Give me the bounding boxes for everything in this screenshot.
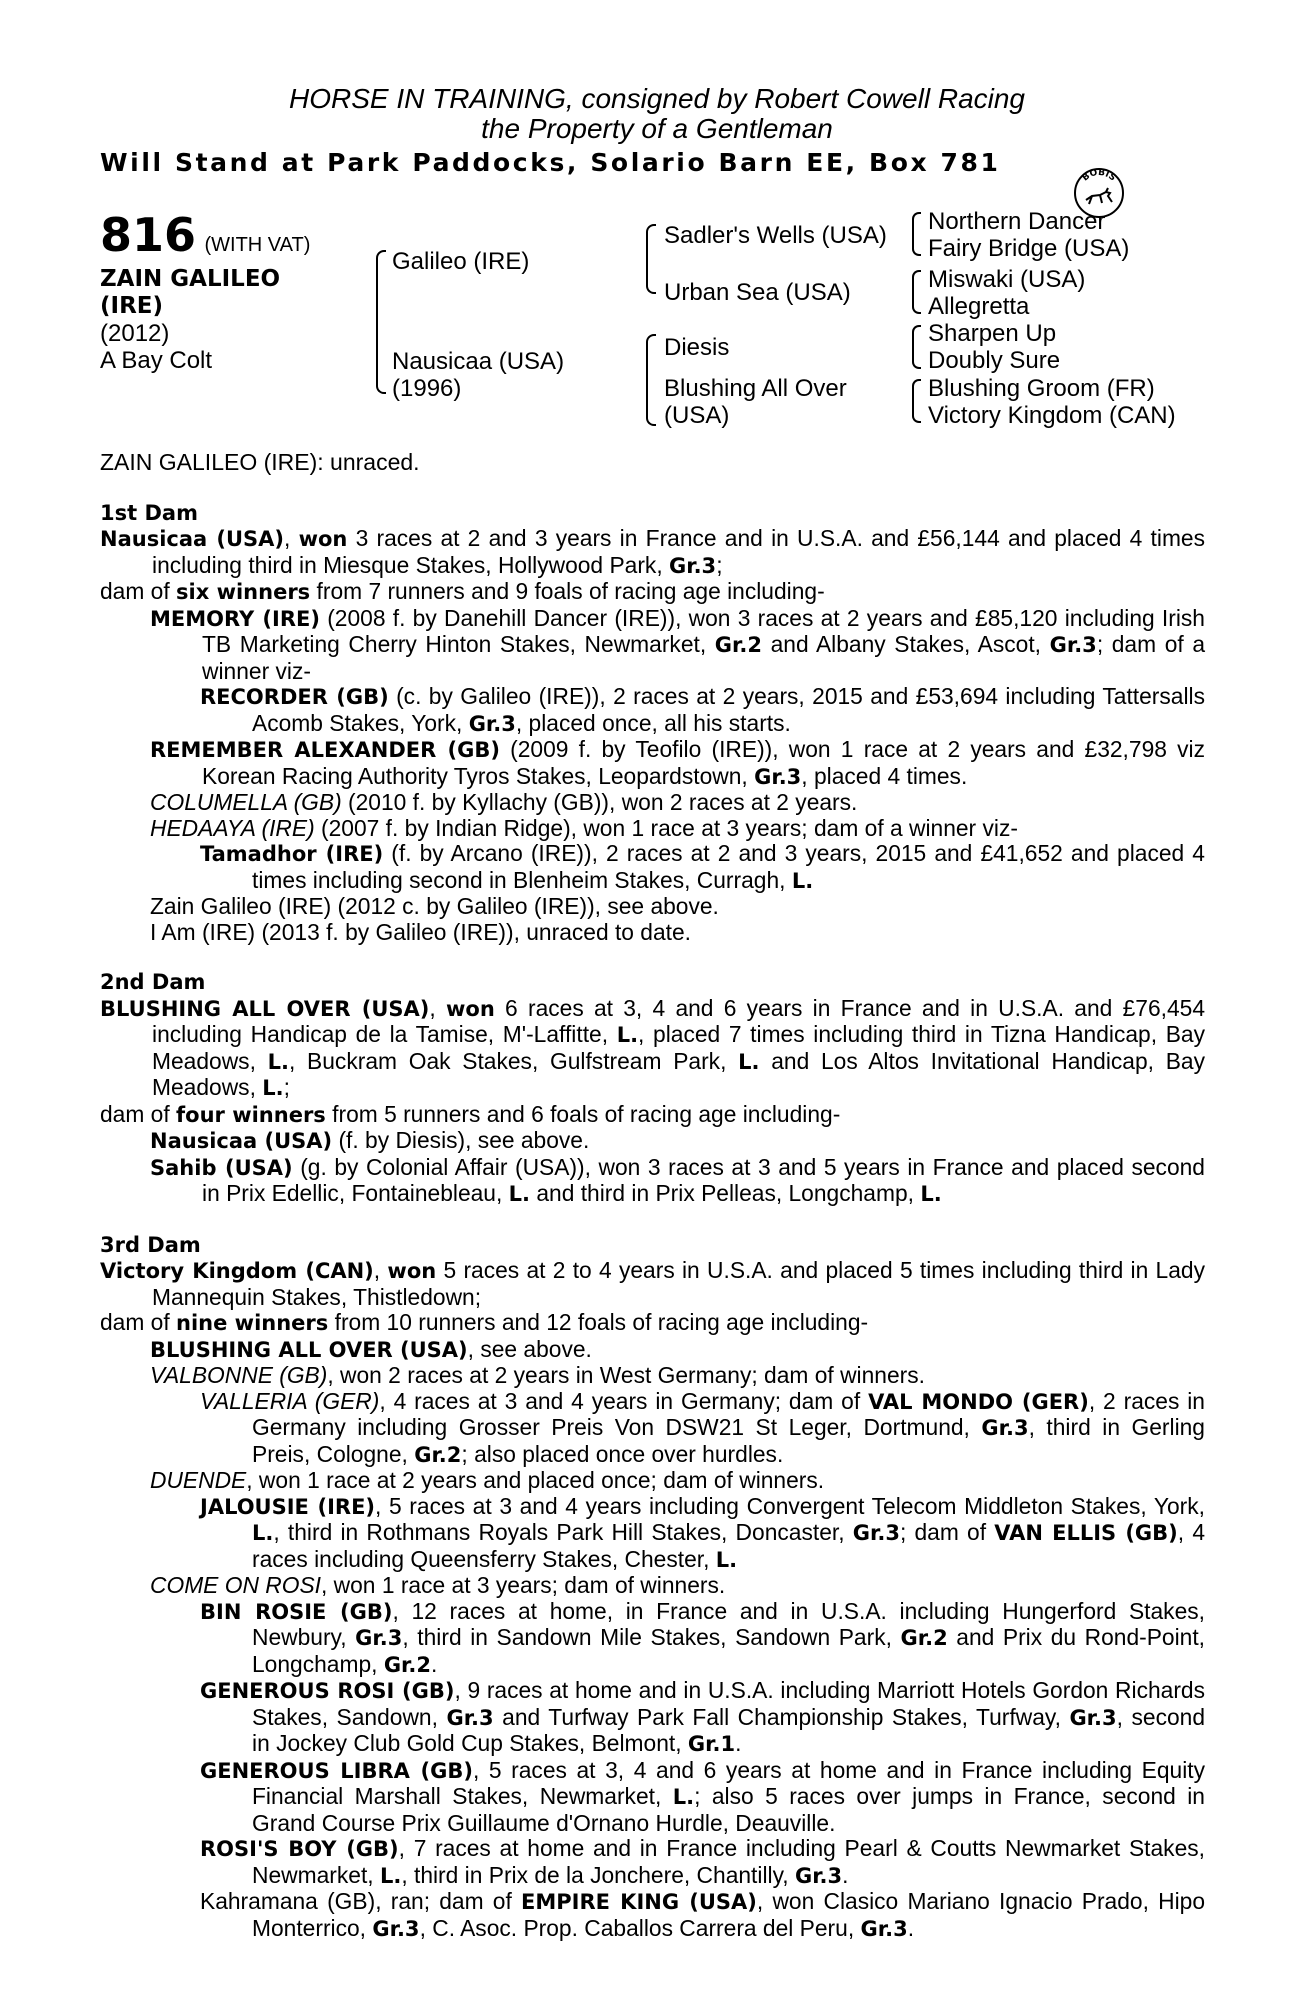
dam2-heading: 2nd Dam [100, 970, 206, 994]
dam1-p10: I Am (IRE) (2013 f. by Galileo (IRE)), unraced to date. [150, 918, 692, 945]
dam3-p10: GENEROUS ROSI (GB), 9 races at home and in U.S.A. including Marriott Hotels Gordon Richards Stakes, Sandown, Gr.3 and Turfway Park Fall Championship Stakes, Turfway, Gr.3, second in Jockey Club Gold Cup Stakes, Belmont, Gr.1. [200, 1677, 1205, 1756]
horse-year: (2012) [100, 320, 170, 347]
dam1-p1: Nausicaa (USA), won 3 races at 2 and 3 years in France and in U.S.A. and £56,144 and placed 4 times including third in Miesque Stakes, Hollywood Park, Gr.3; [100, 525, 1206, 578]
header-line-3: Will Stand at Park Paddocks, Solario Barn EE, Box 781 [100, 148, 1001, 177]
dam1-p8: Tamadhor (IRE) (f. by Arcano (IRE)), 2 races at 2 and 3 years, 2015 and £41,652 and placed 4 times including second in Blenheim Stakes, Curragh, L. [200, 840, 1205, 893]
dam3-p4: VALBONNE (GB), won 2 races at 2 years in West Germany; dam of winners. [150, 1362, 925, 1388]
dam2-p1: BLUSHING ALL OVER (USA), won 6 races at 3, 4 and 6 years in France and in U.S.A. and £76,454 including Handicap de la Tamise, M'-Laffitte, L., placed 7 times including third in Tizna Handicap, Bay Meadows, L., Buckram Oak Stakes, Gulfstream Park, L. and Los Altos Invitational Handicap, Bay Meadows, L.; [100, 994, 1205, 1100]
dam3-heading: 3rd Dam [100, 1232, 201, 1257]
dam1-p9: Zain Galileo (IRE) (2012 c. by Galileo (IRE)), see above. [150, 893, 719, 919]
svg-text:BOBIS [1081, 168, 1118, 184]
pedigree-ssd: Fairy Bridge (USA) [928, 235, 1130, 262]
pedigree-dam-dam-country: (USA) [664, 402, 730, 429]
pedigree-dam: Nausicaa (USA) [392, 348, 565, 375]
dam1-p4: RECORDER (GB) (c. by Galileo (IRE)), 2 races at 2 years, 2015 and £53,694 including Tattersalls Acomb Stakes, York, Gr.3, placed once, all his starts. [200, 683, 1206, 736]
pedigree-sire-sire: Sadler's Wells (USA) [664, 222, 887, 249]
dam1-p5: REMEMBER ALEXANDER (GB) (2009 f. by Teofilo (IRE)), won 1 race at 2 years and £32,798 viz Korean Racing Authority Tyros Stakes, Leopardstown, Gr.3, placed 4 times. [150, 736, 1205, 789]
lot-number: 816 [100, 208, 197, 262]
dam3-p5: VALLERIA (GER), 4 races at 3 and 4 years in Germany; dam of VAL MONDO (GER), 2 races in Germany including Grosser Preis Von DSW21 St Leger, Dortmund, Gr.3, third in Gerling Preis, Cologne, Gr.2; also placed once over hurdles. [200, 1387, 1205, 1467]
dam3-p3: BLUSHING ALL OVER (USA), see above. [150, 1335, 592, 1362]
dam1-heading: 1st Dam [100, 500, 198, 525]
pedigree-sss: Northern Dancer [928, 208, 1106, 235]
dam1-p3: MEMORY (IRE) (2008 f. by Danehill Dancer (IRE)), won 3 races at 2 years and £85,120 including Irish TB Marketing Cherry Hinton Stakes, Newmarket, Gr.2 and Albany Stakes, Ascot, Gr.3; dam of a winner viz- [150, 604, 1205, 684]
dam3-p7: JALOUSIE (IRE), 5 races at 3 and 4 years including Convergent Telecom Middleton Stakes, York, L., third in Rothmans Royals Park Hill Stakes, Doncaster, Gr.3; dam of VAN ELLIS (GB), 4 races including Queensferry Stakes, Chester, L. [200, 1492, 1206, 1572]
pedigree-sdd: Allegretta [928, 293, 1030, 320]
pedigree-sds: Miswaki (USA) [928, 266, 1086, 293]
bobis-logo-text: BOBIS [1080, 167, 1118, 184]
pedigree-ddd: Victory Kingdom (CAN) [928, 402, 1176, 429]
horse-country: (IRE) [100, 293, 164, 319]
pedigree-brace-3c [912, 325, 921, 369]
dam3-p11: GENEROUS LIBRA (GB), 5 races at 3, 4 and 6 years at home and in France including Equity Financial Marshall Stakes, Newmarket, L.; also 5 races over jumps in France, second in Grand Course Prix Guillaume d'Ornano Hurdle, Deauville. [200, 1756, 1206, 1836]
pedigree-brace-3b [912, 270, 921, 314]
pedigree-sire: Galileo (IRE) [392, 248, 530, 275]
pedigree-brace-3d [912, 379, 921, 423]
dam3-p6: DUENDE, won 1 race at 2 years and placed once; dam of winners. [150, 1467, 825, 1493]
dam3-p13: Kahramana (GB), ran; dam of EMPIRE KING (USA), won Clasico Mariano Ignacio Prado, Hipo Monterrico, Gr.3, C. Asoc. Prop. Caballos Carrera del Peru, Gr.3. [200, 1888, 1206, 1941]
pedigree-dam-dam: Blushing All Over [664, 375, 847, 402]
horse-name: ZAIN GALILEO [100, 266, 281, 292]
pedigree-brace-3a [912, 212, 921, 256]
pedigree-dsd: Doubly Sure [928, 347, 1061, 374]
race-record: ZAIN GALILEO (IRE): unraced. [100, 449, 420, 475]
pedigree-brace-2b [646, 334, 656, 426]
pedigree-dds: Blushing Groom (FR) [928, 375, 1155, 402]
catalogue-body [100, 450, 1205, 1942]
pedigree-dam-year: (1996) [392, 375, 462, 402]
dam3-p12: ROSI'S BOY (GB), 7 races at home and in France including Pearl & Coutts Newmarket Stakes, Newmarket, L., third in Prix de la Jonchere, Chantilly, Gr.3. [200, 1835, 1205, 1888]
dam3-p9: BIN ROSIE (GB), 12 races at home, in France and in U.S.A. including Hungerford Stakes, Newbury, Gr.3, third in Sandown Mile Stakes, Sandown Park, Gr.2 and Prix du Rond-Point, Longchamp, Gr.2. [200, 1597, 1206, 1677]
pedigree-brace-1 [376, 250, 386, 394]
pedigree-brace-2a [646, 224, 656, 294]
dam1-p7: HEDAAYA (IRE) (2007 f. by Indian Ridge), won 1 race at 3 years; dam of a winner viz- [150, 814, 1018, 841]
dam3-p1: Victory Kingdom (CAN), won 5 races at 2 to 4 years in U.S.A. and placed 5 times including third in Lady Mannequin Stakes, Thistledown; [100, 1257, 1205, 1310]
dam2-p4: Sahib (USA) (g. by Colonial Affair (USA)), won 3 races at 3 and 5 years in France and placed second in Prix Edellic, Fontainebleau, L. and third in Prix Pelleas, Longchamp, L. [150, 1153, 1205, 1206]
dam2-p3: Nausicaa (USA) (f. by Diesis), see above. [150, 1127, 590, 1153]
header-line-2: the Property of a Gentleman [481, 113, 833, 144]
vat-label: (WITH VAT) [204, 234, 311, 256]
dam3-p8: COME ON ROSI, won 1 race at 3 years; dam of winners. [150, 1572, 726, 1598]
pedigree-dam-sire: Diesis [664, 334, 730, 361]
dam1-p6: COLUMELLA (GB) (2010 f. by Kyllachy (GB)), won 2 races at 2 years. [150, 789, 858, 815]
horse-description: A Bay Colt [100, 347, 213, 374]
pedigree-dss: Sharpen Up [928, 320, 1057, 347]
dam3-p2: dam of nine winners from 10 runners and 12 foals of racing age including- [100, 1309, 869, 1335]
lot-number-line [100, 208, 310, 262]
dam1-p2: dam of six winners from 7 runners and 9 foals of racing age including- [100, 578, 825, 604]
pedigree-sire-dam: Urban Sea (USA) [664, 279, 851, 306]
dam2-p2: dam of four winners from 5 runners and 6 foals of racing age including- [100, 1100, 841, 1127]
header-line-1: HORSE IN TRAINING, consigned by Robert Cowell Racing [288, 83, 1026, 114]
